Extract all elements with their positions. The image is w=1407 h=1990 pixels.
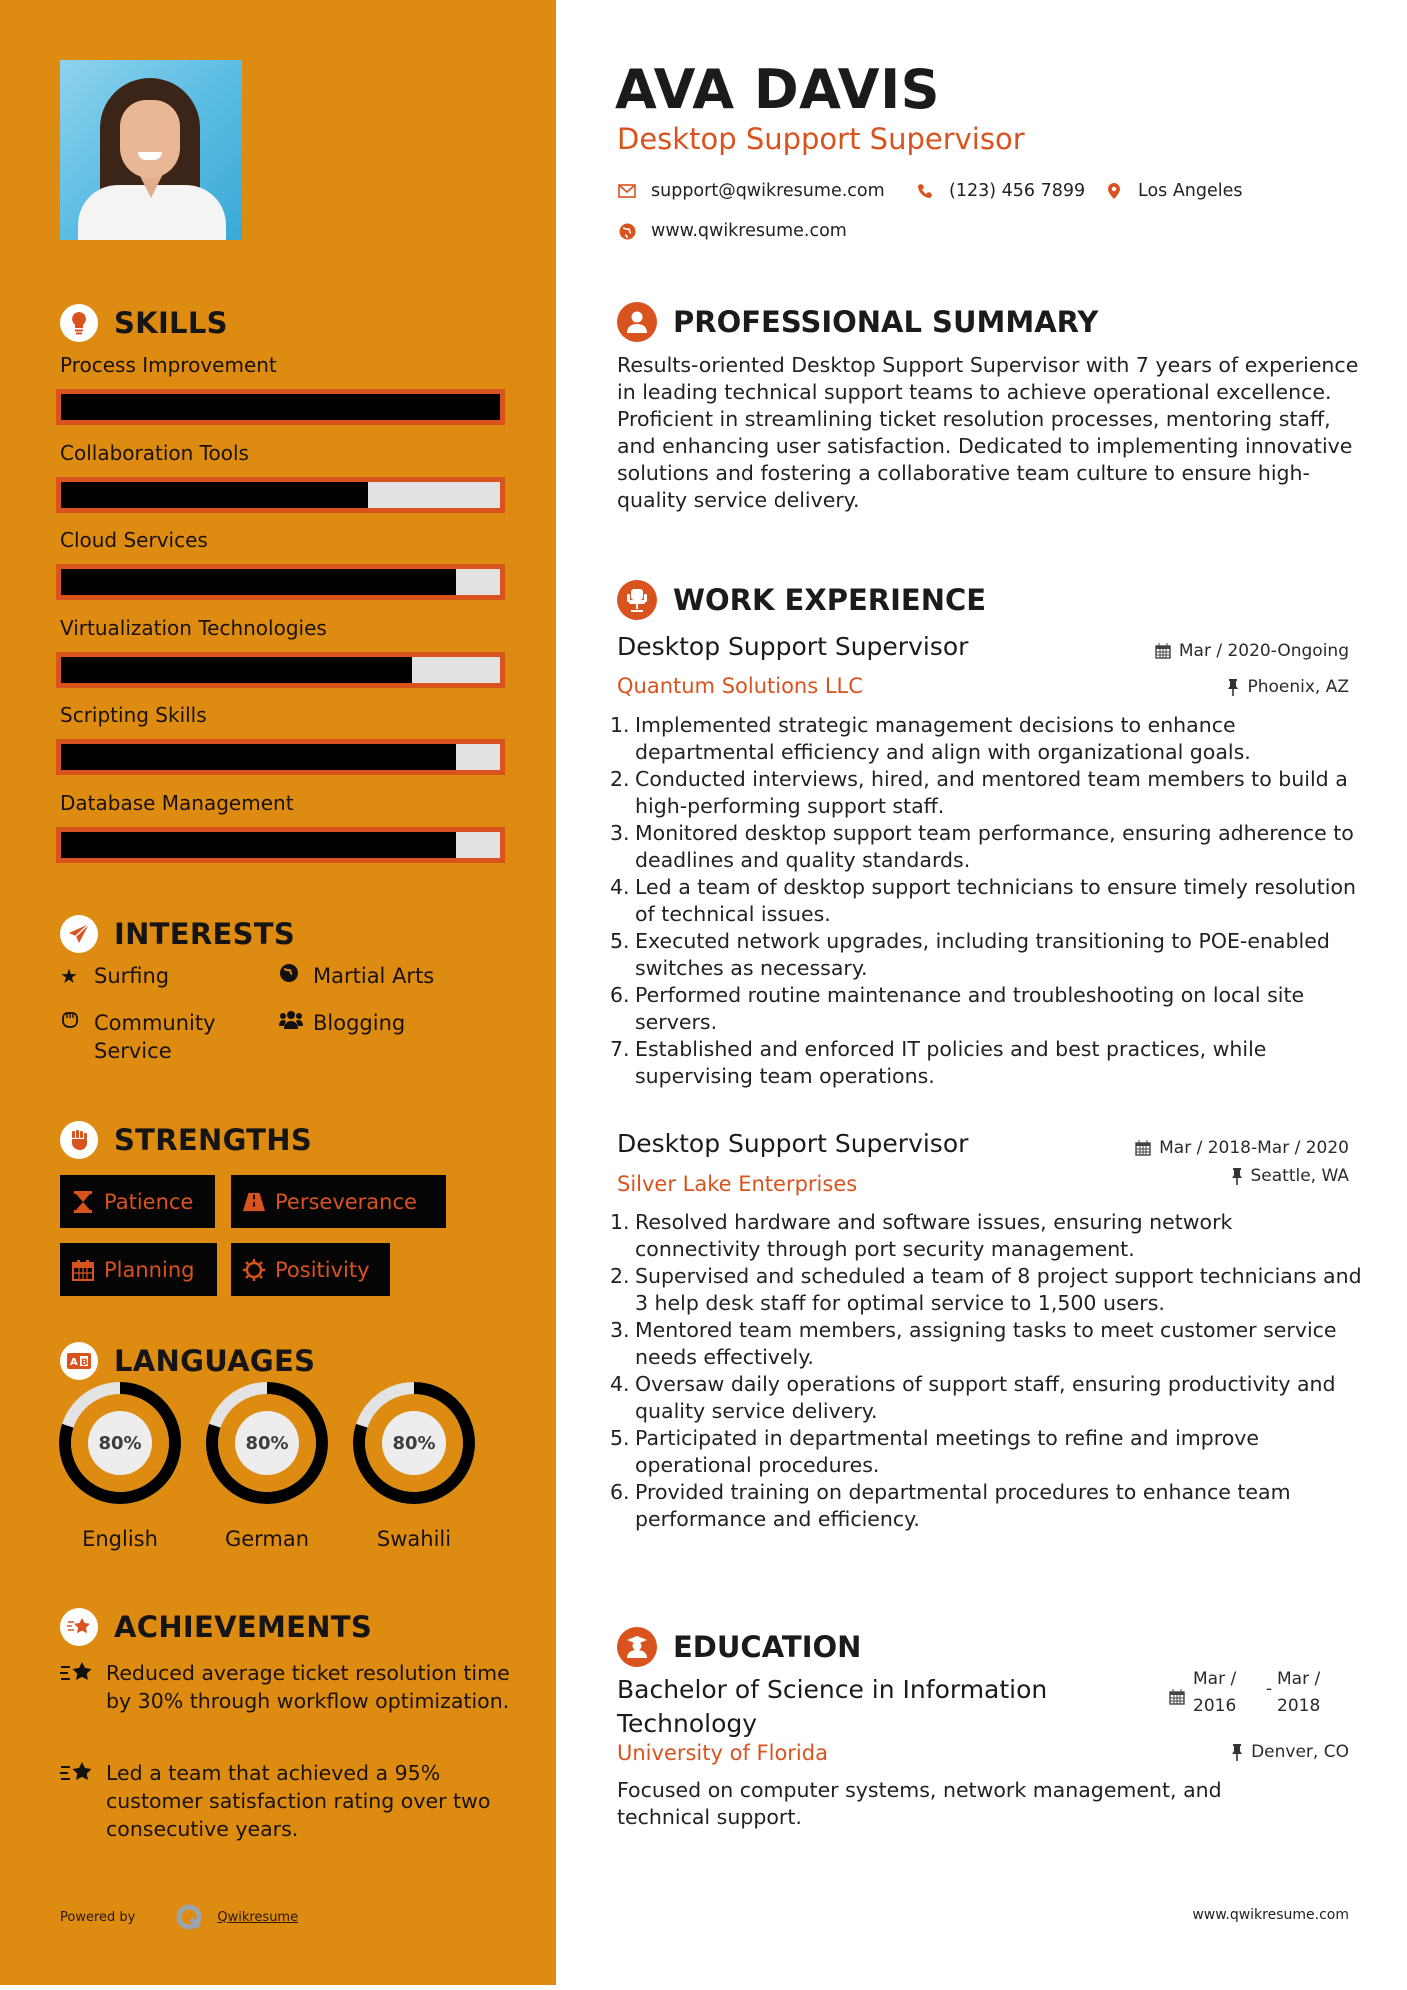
globe-icon [279,962,307,990]
users-icon [279,1009,307,1037]
job-role: Desktop Support Supervisor [617,632,969,661]
candidate-title: Desktop Support Supervisor [617,122,1025,156]
job-bullet: 6. Performed routine maintenance and troubleshooting on local site servers. [610,983,1305,1034]
school: University of Florida [617,1741,828,1765]
shooting-star-icon [60,1608,98,1646]
powered-by: Powered by Qwikresume [60,1903,298,1931]
interests-heading: INTERESTS [60,915,295,953]
skill-label: Database Management [60,791,294,815]
language-name: Swahili [376,1527,452,1551]
skill-bar-track [61,482,500,508]
skill-label: Virtualization Technologies [60,615,327,640]
experience-heading: WORK EXPERIENCE [617,580,986,620]
language-name: German [224,1527,310,1551]
hourglass-icon [72,1191,94,1213]
achievement-item: Reduced average ticket resolution time by 30% through workflow optimization. [60,1659,510,1715]
summary-text: Results-oriented Desktop Support Supervisor with 7 years of experience in leading technical support teams to achieve operational excellence. Proficient in streamlining ticket resolution processes, mentoring staff, and enhancing user satisfaction. Dedicated to implementing innovative solutions and fostering a collaborative team culture to ensure high-quality service delivery. [617,353,1359,512]
contact-website: www.qwikresume.com [617,221,847,241]
skill-bar [56,477,505,513]
languages-heading: A B LANGUAGES [60,1342,315,1380]
skill-bar-track [61,569,500,595]
bullet-number: 3. [610,1318,630,1342]
skill-label: Scripting Skills [60,703,207,728]
skills-heading: SKILLS [60,304,228,342]
achievement-item: Led a team that achieved a 95% customer satisfaction rating over two consecutive years. [60,1759,510,1843]
language-ring [206,1382,328,1504]
star-icon: ★ [60,964,78,988]
map-pin-icon [1104,181,1124,201]
strength-badge: Patience [60,1175,215,1228]
candidate-name: AVA DAVIS [615,58,941,121]
language-percent: 80% [88,1411,152,1475]
job-company: Quantum Solutions LLC [617,674,863,698]
skill-bar-fill [61,482,368,508]
contact-phone: (123) 456 7899 [915,181,1085,201]
bullet-number: 4. [610,875,630,899]
language-ring [353,1382,475,1504]
skill-bar [56,389,505,425]
paper-plane-icon [60,915,98,953]
job-bullet: 3. Monitored desktop support team performance, ensuring adherence to deadlines and quality standards. [610,821,1354,872]
footer-website[interactable]: www.qwikresume.com [1192,1907,1349,1923]
svg-text:B: B [81,1358,88,1368]
job-bullet: 2. Supervised and scheduled a team of 8 project support technicians and 3 help desk staff for optimal service to 1,500 users. [610,1264,1362,1315]
qwikresume-logo-icon [175,1903,203,1931]
hand-icon [60,1009,88,1037]
job-bullet: 3. Mentored team members, assigning tasks to meet customer service needs effectively. [610,1318,1337,1369]
bullet-number: 7. [610,1037,630,1061]
language-ring [59,1382,181,1504]
strength-badge: Perseverance [231,1175,446,1228]
skill-bar-track [61,832,500,858]
graduate-icon [617,1627,657,1667]
degree: Bachelor of Science in Information Technology [617,1675,1048,1738]
job-role: Desktop Support Supervisor [617,1129,969,1158]
calendar-icon [1135,1140,1151,1156]
job-bullet: 2. Conducted interviews, hired, and mentored team members to build a high-performing support staff. [610,767,1348,818]
job-bullets [610,1209,1362,1533]
bullet-number: 5. [610,1426,630,1450]
job-dates: Mar / 2020-Ongoing [1155,641,1349,661]
skill-bar [56,564,505,600]
skill-bar-track [61,657,500,683]
skill-bar [56,652,505,688]
contact-location: Los Angeles [1104,181,1243,201]
office-chair-icon [617,580,657,620]
bullet-number: 2. [610,1264,630,1288]
sun-icon [243,1259,265,1281]
skill-bar-fill [61,744,456,770]
job-bullet: 4. Oversaw daily operations of support staff, ensuring productivity and quality service delivery. [610,1372,1336,1423]
contact-email: support@qwikresume.com [617,181,885,201]
shooting-star-icon [60,1659,106,1715]
interest-item: Community Service [60,1009,250,1065]
bullet-number: 3. [610,821,630,845]
calendar-icon [1155,643,1171,659]
edu-separator: - [1266,1679,1273,1699]
pushpin-icon [1231,1744,1243,1761]
summary-heading: PROFESSIONAL SUMMARY [617,302,1098,342]
skill-bar [56,827,505,863]
bullet-number: 1. [610,1210,630,1234]
phone-icon [915,181,935,201]
interest-item: Blogging [279,1009,499,1037]
shooting-star-icon [60,1759,106,1843]
interest-item: Martial Arts [279,962,499,990]
strength-badge: Positivity [231,1243,390,1296]
achievements-heading: ACHIEVEMENTS [60,1608,372,1646]
bullet-number: 5. [610,929,630,953]
pushpin-icon [1231,1168,1243,1185]
globe-icon [617,221,637,241]
skill-bar-track [61,744,500,770]
bullet-number: 6. [610,983,630,1007]
job-bullets [610,712,1362,1090]
job-location: Seattle, WA [1231,1166,1350,1186]
fist-icon [60,1121,98,1159]
education-heading: EDUCATION [617,1627,861,1667]
interest-item: ★ Surfing [60,964,170,988]
skill-label: Collaboration Tools [60,440,249,465]
skill-bar-fill [61,832,456,858]
job-bullet: 7. Established and enforced IT policies and best practices, while supervising team operations. [610,1037,1267,1088]
strengths-heading: STRENGTHS [60,1121,312,1159]
bullet-number: 2. [610,767,630,791]
skill-label: Cloud Services [60,528,208,553]
edu-description: Focused on computer systems, network management, and technical support. [617,1778,1222,1829]
bullet-number: 1. [610,713,630,737]
translate-icon [60,1342,98,1380]
job-bullet: 1. Resolved hardware and software issues, ensuring network connectivity through port security management. [610,1210,1233,1261]
skill-bar-fill [61,657,412,683]
job-bullet: 5. Participated in departmental meetings to refine and improve operational procedures. [610,1426,1260,1477]
svg-text:A: A [70,1357,78,1368]
qwikresume-link[interactable]: Qwikresume [217,1909,299,1925]
job-dates: Mar / 2018-Mar / 2020 [1135,1138,1349,1158]
strength-badge: Planning [60,1243,217,1296]
envelope-icon [617,181,637,201]
skill-bar-fill [61,569,456,595]
language-percent: 80% [382,1411,446,1475]
language-name: English [82,1527,158,1551]
edu-start: Mar / 2016 [1193,1669,1237,1716]
profile-photo [60,60,242,240]
user-icon [617,302,657,342]
job-bullet: 4. Led a team of desktop support technicians to ensure timely resolution of technical issues. [610,875,1356,926]
calendar-icon [72,1259,94,1281]
language-percent: 80% [235,1411,299,1475]
road-icon [243,1191,265,1213]
job-bullet: 5. Executed network upgrades, including transitioning to POE-enabled switches as necessary. [610,929,1330,980]
lightbulb-icon [60,304,98,342]
edu-end: Mar / 2018 [1277,1669,1321,1716]
skill-label: Process Improvement [60,353,277,377]
job-bullet: 6. Provided training on departmental procedures to enhance team performance and efficiency. [610,1480,1291,1531]
job-company: Silver Lake Enterprises [617,1172,858,1196]
bullet-number: 4. [610,1372,630,1396]
edu-location: Denver, CO [1231,1742,1349,1762]
pushpin-icon [1227,679,1239,696]
skill-bar-fill [61,394,500,420]
skill-bar-track [61,394,500,420]
job-location: Phoenix, AZ [1227,677,1349,697]
job-bullet: 1. Implemented strategic management decisions to enhance departmental efficiency and align with organizational goals. [610,713,1251,764]
calendar-icon [1169,1689,1185,1710]
skill-bar [56,739,505,775]
bullet-number: 6. [610,1480,630,1504]
